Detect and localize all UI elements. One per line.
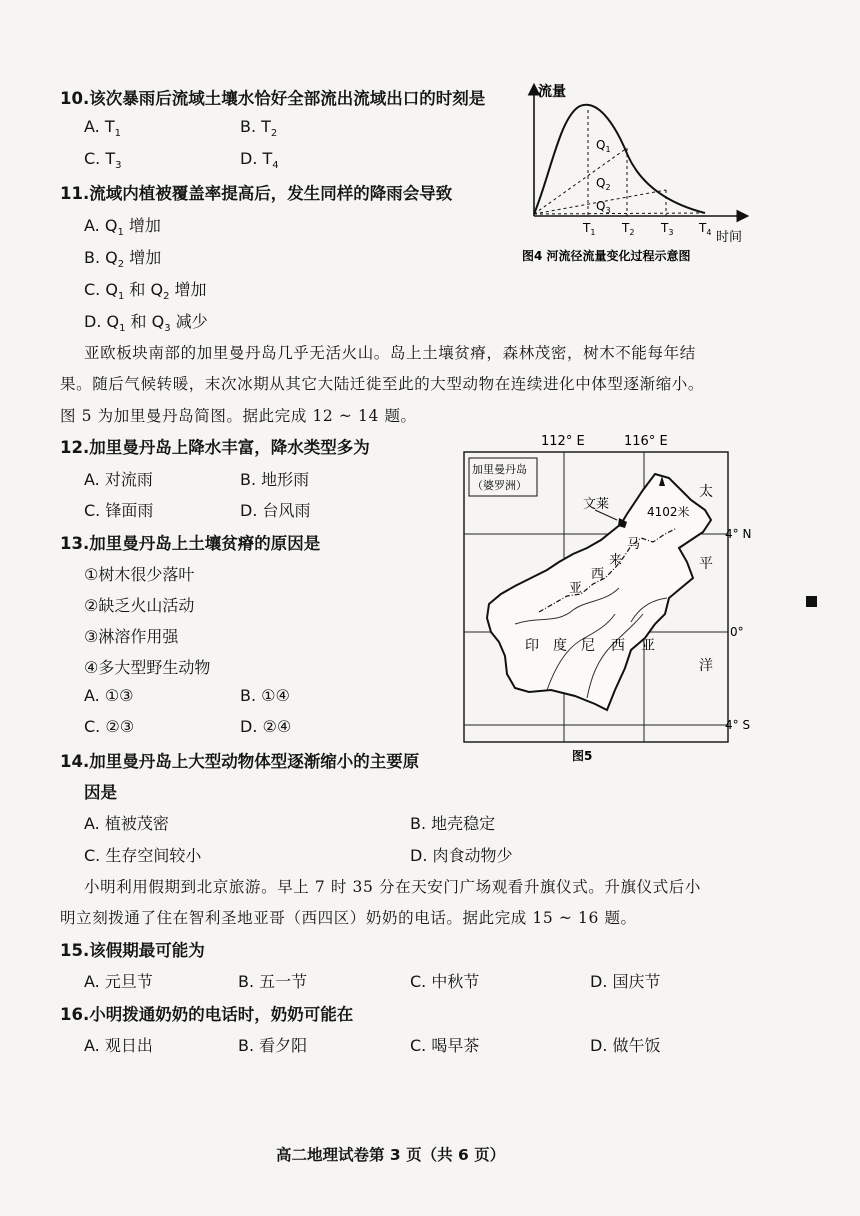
figure4-tick-t4: $T_4$ — [699, 221, 712, 237]
q12-option-c[interactable]: C. 锋面雨 — [84, 501, 154, 520]
label-indonesia-3: 尼 — [581, 638, 595, 654]
page-footer: 高二地理试卷第 3 页（共 6 页） — [276, 1146, 506, 1164]
q16-option-a[interactable]: A. 观日出 — [84, 1036, 153, 1055]
q16-option-b[interactable]: B. 看夕阳 — [238, 1036, 308, 1055]
label-peak-height: 4102米 — [647, 505, 690, 519]
figure4-flow-curve — [534, 105, 705, 214]
q15-option-a[interactable]: A. 元旦节 — [84, 972, 153, 991]
inset-alt-name: （婆罗洲） — [472, 479, 527, 492]
q10-option-a[interactable]: A. $T_1$ — [84, 117, 121, 140]
label-indonesia-5: 亚 — [641, 638, 655, 654]
margin-mark — [806, 596, 817, 607]
q14-option-d[interactable]: D. 肉食动物少 — [410, 846, 513, 865]
figure4-caption: 图4 河流径流量变化过程示意图 — [522, 249, 691, 263]
q10-option-b[interactable]: B. $T_2$ — [240, 117, 278, 140]
q13-item-3: ③淋溶作用强 — [84, 627, 179, 646]
q16-option-d[interactable]: D. 做午饭 — [590, 1036, 661, 1055]
figure4-y-label: 流量 — [538, 84, 566, 100]
q11-option-a[interactable]: A. $Q_1$ 增加 — [84, 216, 161, 239]
label-indonesia-4: 西 — [611, 638, 625, 654]
label-malaysia-3: 西 — [591, 567, 605, 582]
q14-option-b[interactable]: B. 地壳稳定 — [410, 814, 496, 833]
q14-stem: 14.加里曼丹岛上大型动物体型逐渐缩小的主要原 — [60, 752, 420, 771]
q16-stem: 16.小明拨通奶奶的电话时，奶奶可能在 — [60, 1005, 354, 1024]
q12-option-d[interactable]: D. 台风雨 — [240, 501, 311, 520]
label-brunei: 文莱 — [583, 497, 610, 512]
q14-option-a[interactable]: A. 植被茂密 — [84, 814, 169, 833]
q12-option-a[interactable]: A. 对流雨 — [84, 470, 153, 489]
q13-option-c[interactable]: C. ②③ — [84, 717, 135, 736]
q10-stem: 10.该次暴雨后流域土壤水恰好全部流出流域出口的时刻是 — [60, 89, 486, 108]
q13-item-2: ②缺乏火山活动 — [84, 596, 195, 615]
figure4-dash-line-3 — [534, 213, 705, 214]
figure4-q3: $Q_3$ — [596, 199, 611, 215]
lat-label-4n: 4° N — [725, 527, 752, 541]
passage2-line1: 小明利用假期到北京旅游。早上 7 时 35 分在天安门广场观看升旗仪式。升旗仪式后小 — [84, 878, 701, 896]
passage1-line2: 果。随后气候转暖，末次冰期从其它大陆迁徙至此的大型动物在连续进化中体型逐渐缩小。 — [60, 375, 705, 393]
figure4-x-label: 时间 — [716, 230, 743, 245]
q13-item-1: ①树木很少落叶 — [84, 565, 195, 584]
figure5-caption: 图5 — [572, 749, 593, 763]
q14-stem-cont: 因是 — [84, 783, 117, 802]
lat-label-4s: 4° S — [725, 718, 751, 732]
passage1-line3: 图 5 为加里曼丹岛简图。据此完成 12 ~ 14 题。 — [60, 407, 417, 425]
figure4-tick-t3: $T_3$ — [661, 221, 674, 237]
label-ocean-1: 太 — [699, 484, 713, 500]
inset-name: 加里曼丹岛 — [472, 463, 527, 476]
q11-option-d[interactable]: D. $Q_1$ 和 $Q_3$ 减少 — [84, 312, 208, 335]
q15-stem: 15.该假期最可能为 — [60, 941, 205, 960]
figure4-hydrograph — [510, 76, 770, 271]
figure4-dash-line-1 — [534, 148, 627, 214]
label-malaysia-2: 来 — [609, 553, 623, 568]
q14-option-c[interactable]: C. 生存空间较小 — [84, 846, 202, 865]
figure4-tick-t1: $T_1$ — [583, 221, 596, 237]
label-malaysia-4: 亚 — [569, 581, 583, 596]
label-malaysia-1: 马 — [627, 537, 641, 552]
q10-option-c[interactable]: C. $T_3$ — [84, 149, 122, 172]
q13-option-a[interactable]: A. ①③ — [84, 686, 134, 705]
q12-option-b[interactable]: B. 地形雨 — [240, 470, 310, 489]
q13-item-4: ④多大型野生动物 — [84, 658, 211, 677]
figure4-q2: $Q_2$ — [596, 176, 611, 192]
lon-label-112: 112° E — [541, 434, 585, 449]
q13-option-b[interactable]: B. ①④ — [240, 686, 290, 705]
label-indonesia-1: 印 — [525, 638, 539, 654]
figure4-q1: $Q_1$ — [596, 138, 611, 154]
figure5-borneo-map — [455, 428, 760, 768]
q16-option-c[interactable]: C. 喝早茶 — [410, 1036, 480, 1055]
lon-label-116: 116° E — [624, 434, 668, 449]
q15-option-b[interactable]: B. 五一节 — [238, 972, 308, 991]
passage2-line2: 明立刻拨通了住在智利圣地亚哥（西四区）奶奶的电话。据此完成 15 ~ 16 题。 — [60, 909, 637, 927]
lat-label-0: 0° — [730, 625, 744, 639]
label-ocean-2: 平 — [699, 556, 713, 572]
q15-option-c[interactable]: C. 中秋节 — [410, 972, 480, 991]
q13-option-d[interactable]: D. ②④ — [240, 717, 292, 736]
q11-option-b[interactable]: B. $Q_2$ 增加 — [84, 248, 162, 271]
q13-stem: 13.加里曼丹岛上土壤贫瘠的原因是 — [60, 534, 321, 553]
label-indonesia-2: 度 — [553, 638, 567, 654]
passage1-line1: 亚欧板块南部的加里曼丹岛几乎无活火山。岛上土壤贫瘠，森林茂密，树木不能每年结 — [84, 344, 696, 362]
figure4-tick-t2: $T_2$ — [622, 221, 635, 237]
q15-option-d[interactable]: D. 国庆节 — [590, 972, 661, 991]
q12-stem: 12.加里曼丹岛上降水丰富，降水类型多为 — [60, 438, 370, 457]
q11-stem: 11.流域内植被覆盖率提高后，发生同样的降雨会导致 — [60, 184, 453, 203]
q11-option-c[interactable]: C. $Q_1$ 和 $Q_2$ 增加 — [84, 280, 207, 303]
q10-option-d[interactable]: D. $T_4$ — [240, 149, 279, 172]
label-ocean-3: 洋 — [699, 658, 713, 674]
